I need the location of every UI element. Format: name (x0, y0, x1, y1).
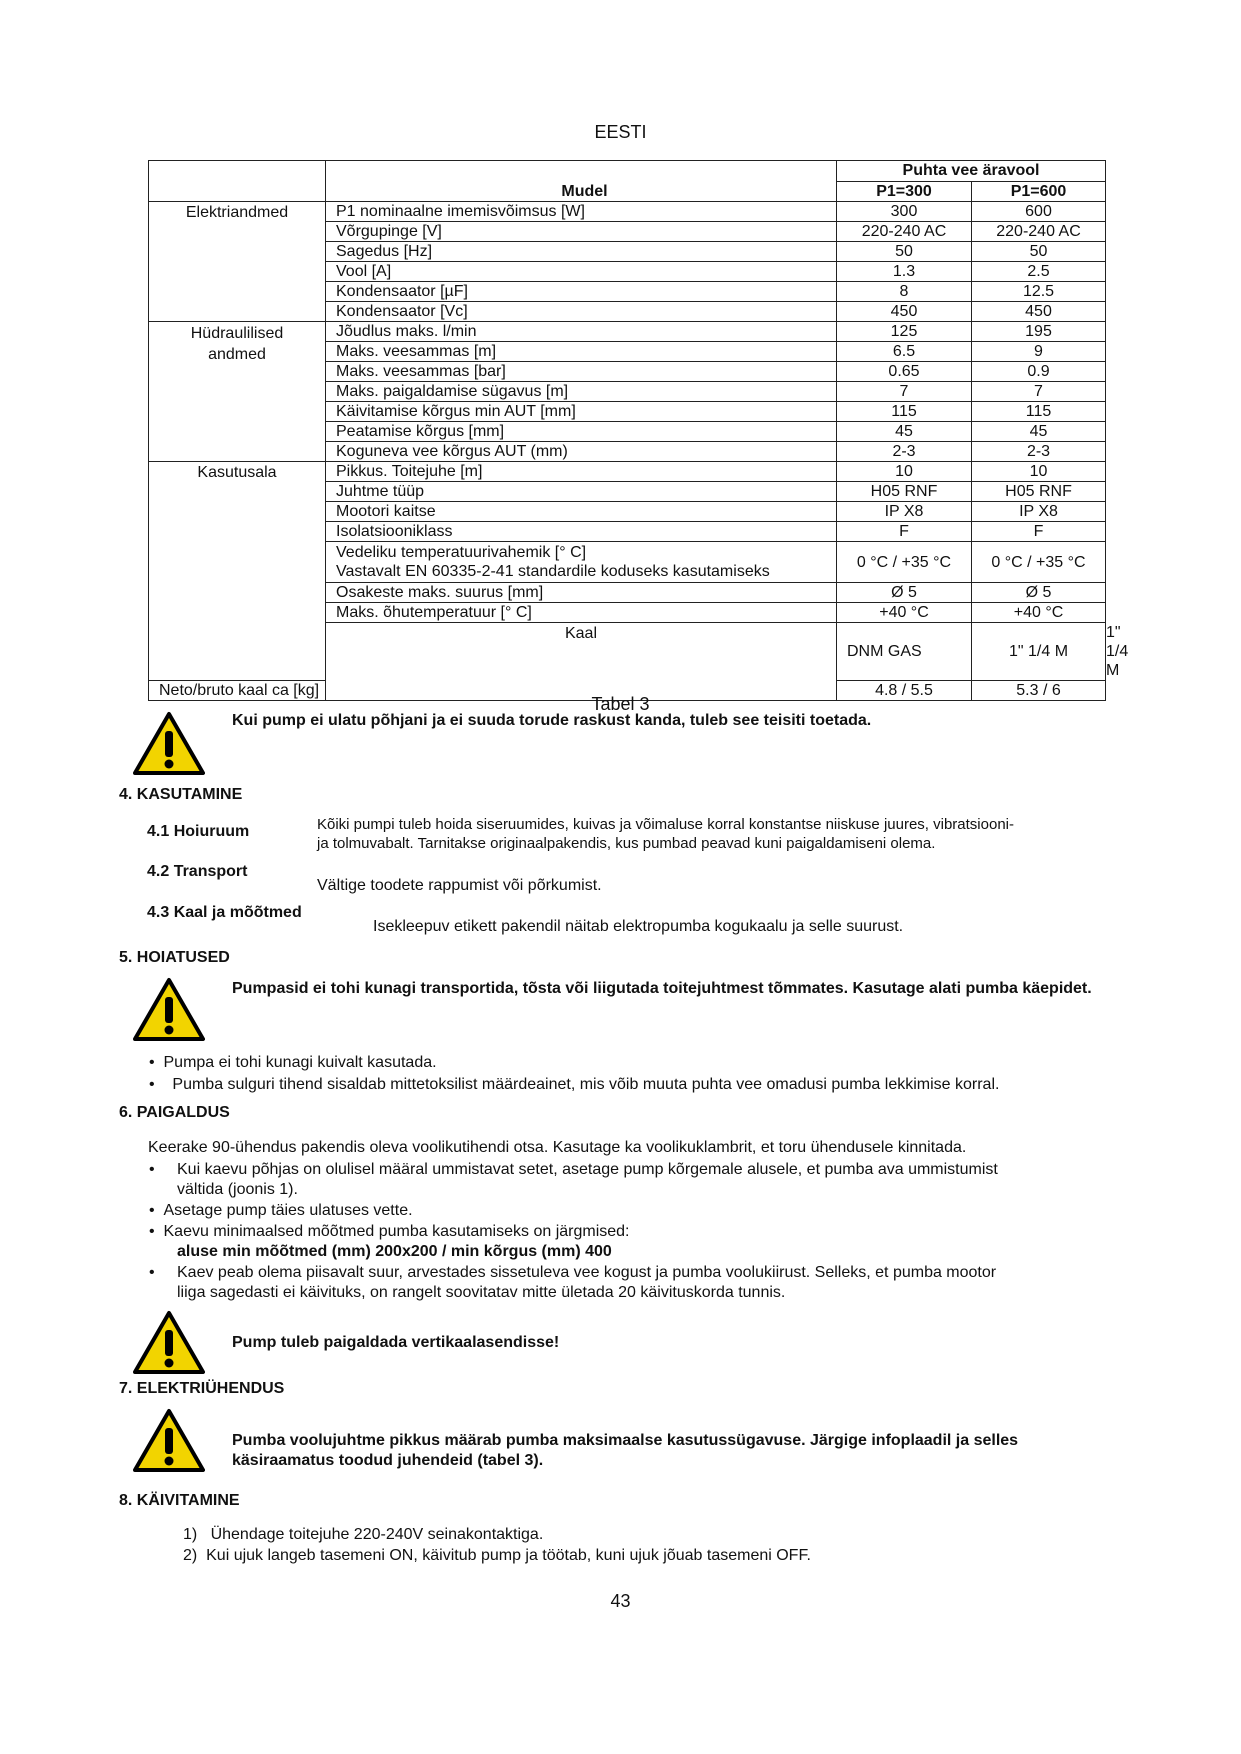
table-row-value: +40 °C (972, 603, 1106, 623)
table-row-value: IP X8 (972, 502, 1106, 522)
list-item-line2: vältida (joonis 1). (177, 1181, 298, 1198)
table-row-value: 0.9 (972, 362, 1106, 382)
table-row-value: 115 (972, 402, 1106, 422)
table-row-value: 45 (837, 422, 972, 442)
table-row-param: Maks. õhutemperatuur [° C] (326, 603, 837, 623)
table-row-value: Ø 5 (972, 583, 1106, 603)
list-item-line1: Kui kaevu põhjas on olulisel määral ummistavat setet, asetage pump kõrgemale alusele, et pumba ava ummistumist (177, 1161, 998, 1178)
warning-icon (133, 1408, 205, 1477)
table-row-param: Mootori kaitse (326, 502, 837, 522)
section-4-1-title: 4.1 Hoiuruum (147, 823, 250, 840)
table-row-value: 4.8 / 5.5 (837, 681, 972, 701)
table-row-param: DNM GAS (837, 623, 972, 681)
list-item: • Pumpa ei tohi kunagi kuivalt kasutada. (149, 1054, 437, 1071)
table-row-value: H05 RNF (837, 482, 972, 502)
table-row-value: 220-240 AC (837, 222, 972, 242)
table-row-value: 2-3 (837, 442, 972, 462)
table-group-usage: Kasutusala (149, 462, 326, 681)
table-row-param: Vool [A] (326, 262, 837, 282)
table-row-param: Sagedus [Hz] (326, 242, 837, 262)
table-row-value: 220-240 AC (972, 222, 1106, 242)
table-row-value: +40 °C (837, 603, 972, 623)
warning-transport-text: Pumpasid ei tohi kunagi transportida, tõsta või liigutada toitejuhtmest tõmmates. Kasutage alati pumba käepidet. (232, 980, 1092, 997)
table-row-value: 7 (972, 382, 1106, 402)
section-4-1-text-line1: Kõiki pumpi tuleb hoida siseruumides, kuivas ja võimaluse korral konstantse niiskuse juures, vibratsiooni- (317, 816, 1014, 833)
step-number: 1) (183, 1526, 198, 1543)
table-row-value: 9 (972, 342, 1106, 362)
section-8-title: 8. KÄIVITAMINE (119, 1492, 240, 1509)
table-row-value: 1.3 (837, 262, 972, 282)
table-row-param: Osakeste maks. suurus [mm] (326, 583, 837, 603)
section-6-title: 6. PAIGALDUS (119, 1104, 230, 1121)
spec-table: Puhta vee äravool Mudel P1=300 P1=600 Elektriandmed P1 nominaalne imemisvõimsus [W] 300 600 Võrgupinge [V] 220-240 AC 220-240 AC Sagedus [Hz] 50 50 Vool [A] 1.3 2.5 Kondensaator [µF] 8 12.5 Kondensaator [Vc] 450 450 Hüdraulilised andmed Jõudlus maks. l/min 125 195 Maks. veesammas [m] 6.5 9 Maks. veesammas [bar] 0.65 0.9 Maks. paigaldamise sügavus [m] 7 7 Käivitamise kõrgus min AUT [mm] 115 115 Peatamise kõrgus [mm] 45 45 Koguneva vee kõrgus AUT (mm) 2-3 2-3 Kasutusala Pikkus. Toitejuhe [m] 10 10 Juhtme tüüp H05 RNF H05 RNF Mootori kaitse IP X8 IP X8 Isolatsiooniklass F F Vedeliku temperatuurivahemik [° C] Vastavalt EN 60335-2-41 standardile koduseks kasutamiseks 0 °C / +35 °C 0 °C / +35 °C Osakeste maks. suurus [mm] Ø 5 Ø 5 Maks. õhutemperatuur [° C] +40 °C +40 °C Kaal DNM GAS 1" 1/4 M 1" 1/4 M Neto/bruto kaal ca [kg] 4.8 / 5.5 5.3 / 6 (148, 160, 1106, 701)
table-row-value: 12.5 (972, 282, 1106, 302)
table-row-value: F (837, 522, 972, 542)
table-model-label: Mudel (326, 181, 837, 202)
table-row-param (326, 542, 837, 583)
table-row-value: 0.65 (837, 362, 972, 382)
bullet-dot: • (149, 1076, 155, 1093)
table-row-value: 50 (972, 242, 1106, 262)
table-row-param: Neto/bruto kaal ca [kg] (149, 681, 326, 701)
table-row-param: Kondensaator [Vc] (326, 302, 837, 322)
well-dimensions-bold: aluse min mõõtmed (mm) 200x200 / min kõrgus (mm) 400 (177, 1243, 612, 1260)
table-row-value: 450 (972, 302, 1106, 322)
table-row-value: H05 RNF (972, 482, 1106, 502)
list-item (149, 1263, 1109, 1303)
step-item (183, 1546, 811, 1566)
step-item (183, 1525, 543, 1545)
table-row-value: 10 (972, 462, 1106, 482)
table-row-param: Pikkus. Toitejuhe [m] (326, 462, 837, 482)
table-row-value: 5.3 / 6 (972, 681, 1106, 701)
section-4-1-text (317, 815, 1117, 853)
table-group-hydraulic: Hüdraulilised andmed (149, 322, 326, 462)
warning-icon (133, 977, 205, 1046)
table-row-value: 2-3 (972, 442, 1106, 462)
warning-support-text: Kui pump ei ulatu põhjani ja ei suuda torude raskust kanda, tuleb see teisiti toetada. (232, 712, 872, 729)
list-item: • Pumba sulguri tihend sisaldab mittetoksilist määrdeainet, mis võib muuta puhta vee omadusi pumba lekkimise korral. (149, 1076, 1000, 1093)
table-group-header: Puhta vee äravool (837, 161, 1106, 182)
table-row-param: P1 nominaalne imemisvõimsus [W] (326, 202, 837, 222)
bullet-dot: • (149, 1223, 155, 1240)
section-4-3-text: Isekleepuv etikett pakendil näitab elektropumba kogukaalu ja selle suurust. (373, 918, 904, 935)
table-row-value: IP X8 (837, 502, 972, 522)
table-row-value: 450 (837, 302, 972, 322)
table-column-p1-300: P1=300 (837, 181, 972, 202)
table-row-value: 10 (837, 462, 972, 482)
page-number: 43 (610, 1591, 631, 1611)
list-item-line1: Kaev peab olema piisavalt suur, arvestades sissetuleva vee kogust ja pumba voolukiirust. Selleks, et pumba mootor (177, 1264, 997, 1281)
table-row-value: 45 (972, 422, 1106, 442)
table-group-weight: Kaal (326, 623, 837, 701)
list-item (149, 1160, 1109, 1200)
table-row-value: 0 °C / +35 °C (837, 542, 972, 583)
table-row-value: 2.5 (972, 262, 1106, 282)
bullet-dot: • (149, 1202, 155, 1219)
warning-vertical-text: Pump tuleb paigaldada vertikaalasendisse! (232, 1334, 560, 1351)
table-caption: Tabel 3 (591, 694, 650, 714)
section-4-3-title: 4.3 Kaal ja mõõtmed (147, 904, 302, 921)
table-row-param-line1: Vedeliku temperatuurivahemik [° C] (336, 544, 587, 561)
bullet-dot: • (149, 1054, 155, 1071)
table-row-value: 125 (837, 322, 972, 342)
section-7-title: 7. ELEKTRIÜHENDUS (119, 1380, 285, 1397)
table-row-value: 115 (837, 402, 972, 422)
table-column-p1-600: P1=600 (972, 181, 1106, 202)
warning-cable-text: Pumba voolujuhtme pikkus määrab pumba maksimaalse kasutussügavuse. Järgige infoplaadil ja selles käsiraamatus toodud juhendeid (tabel 3). (232, 1432, 1019, 1469)
list-item: • Asetage pump täies ulatuses vette. (149, 1202, 413, 1219)
table-row-param: Maks. paigaldamise sügavus [m] (326, 382, 837, 402)
table-row-param-line2: Vastavalt EN 60335-2-41 standardile koduseks kasutamiseks (336, 563, 770, 580)
table-row-value: 600 (972, 202, 1106, 222)
table-row-value: 6.5 (837, 342, 972, 362)
table-row-param: Maks. veesammas [bar] (326, 362, 837, 382)
table-row-value: 195 (972, 322, 1106, 342)
table-row-param: Käivitamise kõrgus min AUT [mm] (326, 402, 837, 422)
section-6-intro: Keerake 90-ühendus pakendis oleva voolikutihendi otsa. Kasutage ka voolikuklambrit, et toru ühendusele kinnitada. (148, 1139, 967, 1156)
table-row-value: 0 °C / +35 °C (972, 542, 1106, 583)
section-4-2-text: Vältige toodete rappumist või põrkumist. (317, 877, 602, 894)
table-row-param: Maks. veesammas [m] (326, 342, 837, 362)
step-text: Ühendage toitejuhe 220-240V seinakontaktiga. (210, 1526, 544, 1543)
table-row-param: Koguneva vee kõrgus AUT (mm) (326, 442, 837, 462)
table-row-value: F (972, 522, 1106, 542)
table-row-param: Isolatsiooniklass (326, 522, 837, 542)
step-text: Kui ujuk langeb tasemeni ON, käivitub pump ja töötab, kuni ujuk jõuab tasemeni OFF. (206, 1547, 811, 1564)
table-row-param: Jõudlus maks. l/min (326, 322, 837, 342)
table-row-value: 50 (837, 242, 972, 262)
table-row-value: Ø 5 (837, 583, 972, 603)
section-4-2-title: 4.2 Transport (147, 863, 248, 880)
table-row-param: Kondensaator [µF] (326, 282, 837, 302)
table-row-value: 8 (837, 282, 972, 302)
page-header-language: EESTI (594, 122, 647, 142)
warning-icon (133, 1310, 205, 1379)
list-item-line2: liiga sagedasti ei käivituks, on rangelt soovitatav mitte ületada 20 käivituskorda tunnis. (177, 1284, 786, 1301)
bullet-dot: • (149, 1264, 155, 1281)
section-4-1-text-line2: ja tolmuvabalt. Tarnitakse originaalpakendis, kus pumbad peavad kuni paigaldamiseni olema. (317, 835, 936, 852)
bullet-dot: • (149, 1161, 155, 1178)
table-row-value: 7 (837, 382, 972, 402)
table-row-value: 1" 1/4 M (972, 623, 1106, 681)
table-row-param: Juhtme tüüp (326, 482, 837, 502)
section-4-title: 4. KASUTAMINE (119, 786, 243, 803)
table-row-value: 300 (837, 202, 972, 222)
section-5-title: 5. HOIATUSED (119, 949, 230, 966)
step-number: 2) (183, 1547, 198, 1564)
table-row-param: Võrgupinge [V] (326, 222, 837, 242)
table-group-electrical: Elektriandmed (149, 202, 326, 322)
table-row-param: Peatamise kõrgus [mm] (326, 422, 837, 442)
warning-icon (133, 711, 205, 780)
list-item: • Kaevu minimaalsed mõõtmed pumba kasutamiseks on järgmised: (149, 1223, 630, 1240)
